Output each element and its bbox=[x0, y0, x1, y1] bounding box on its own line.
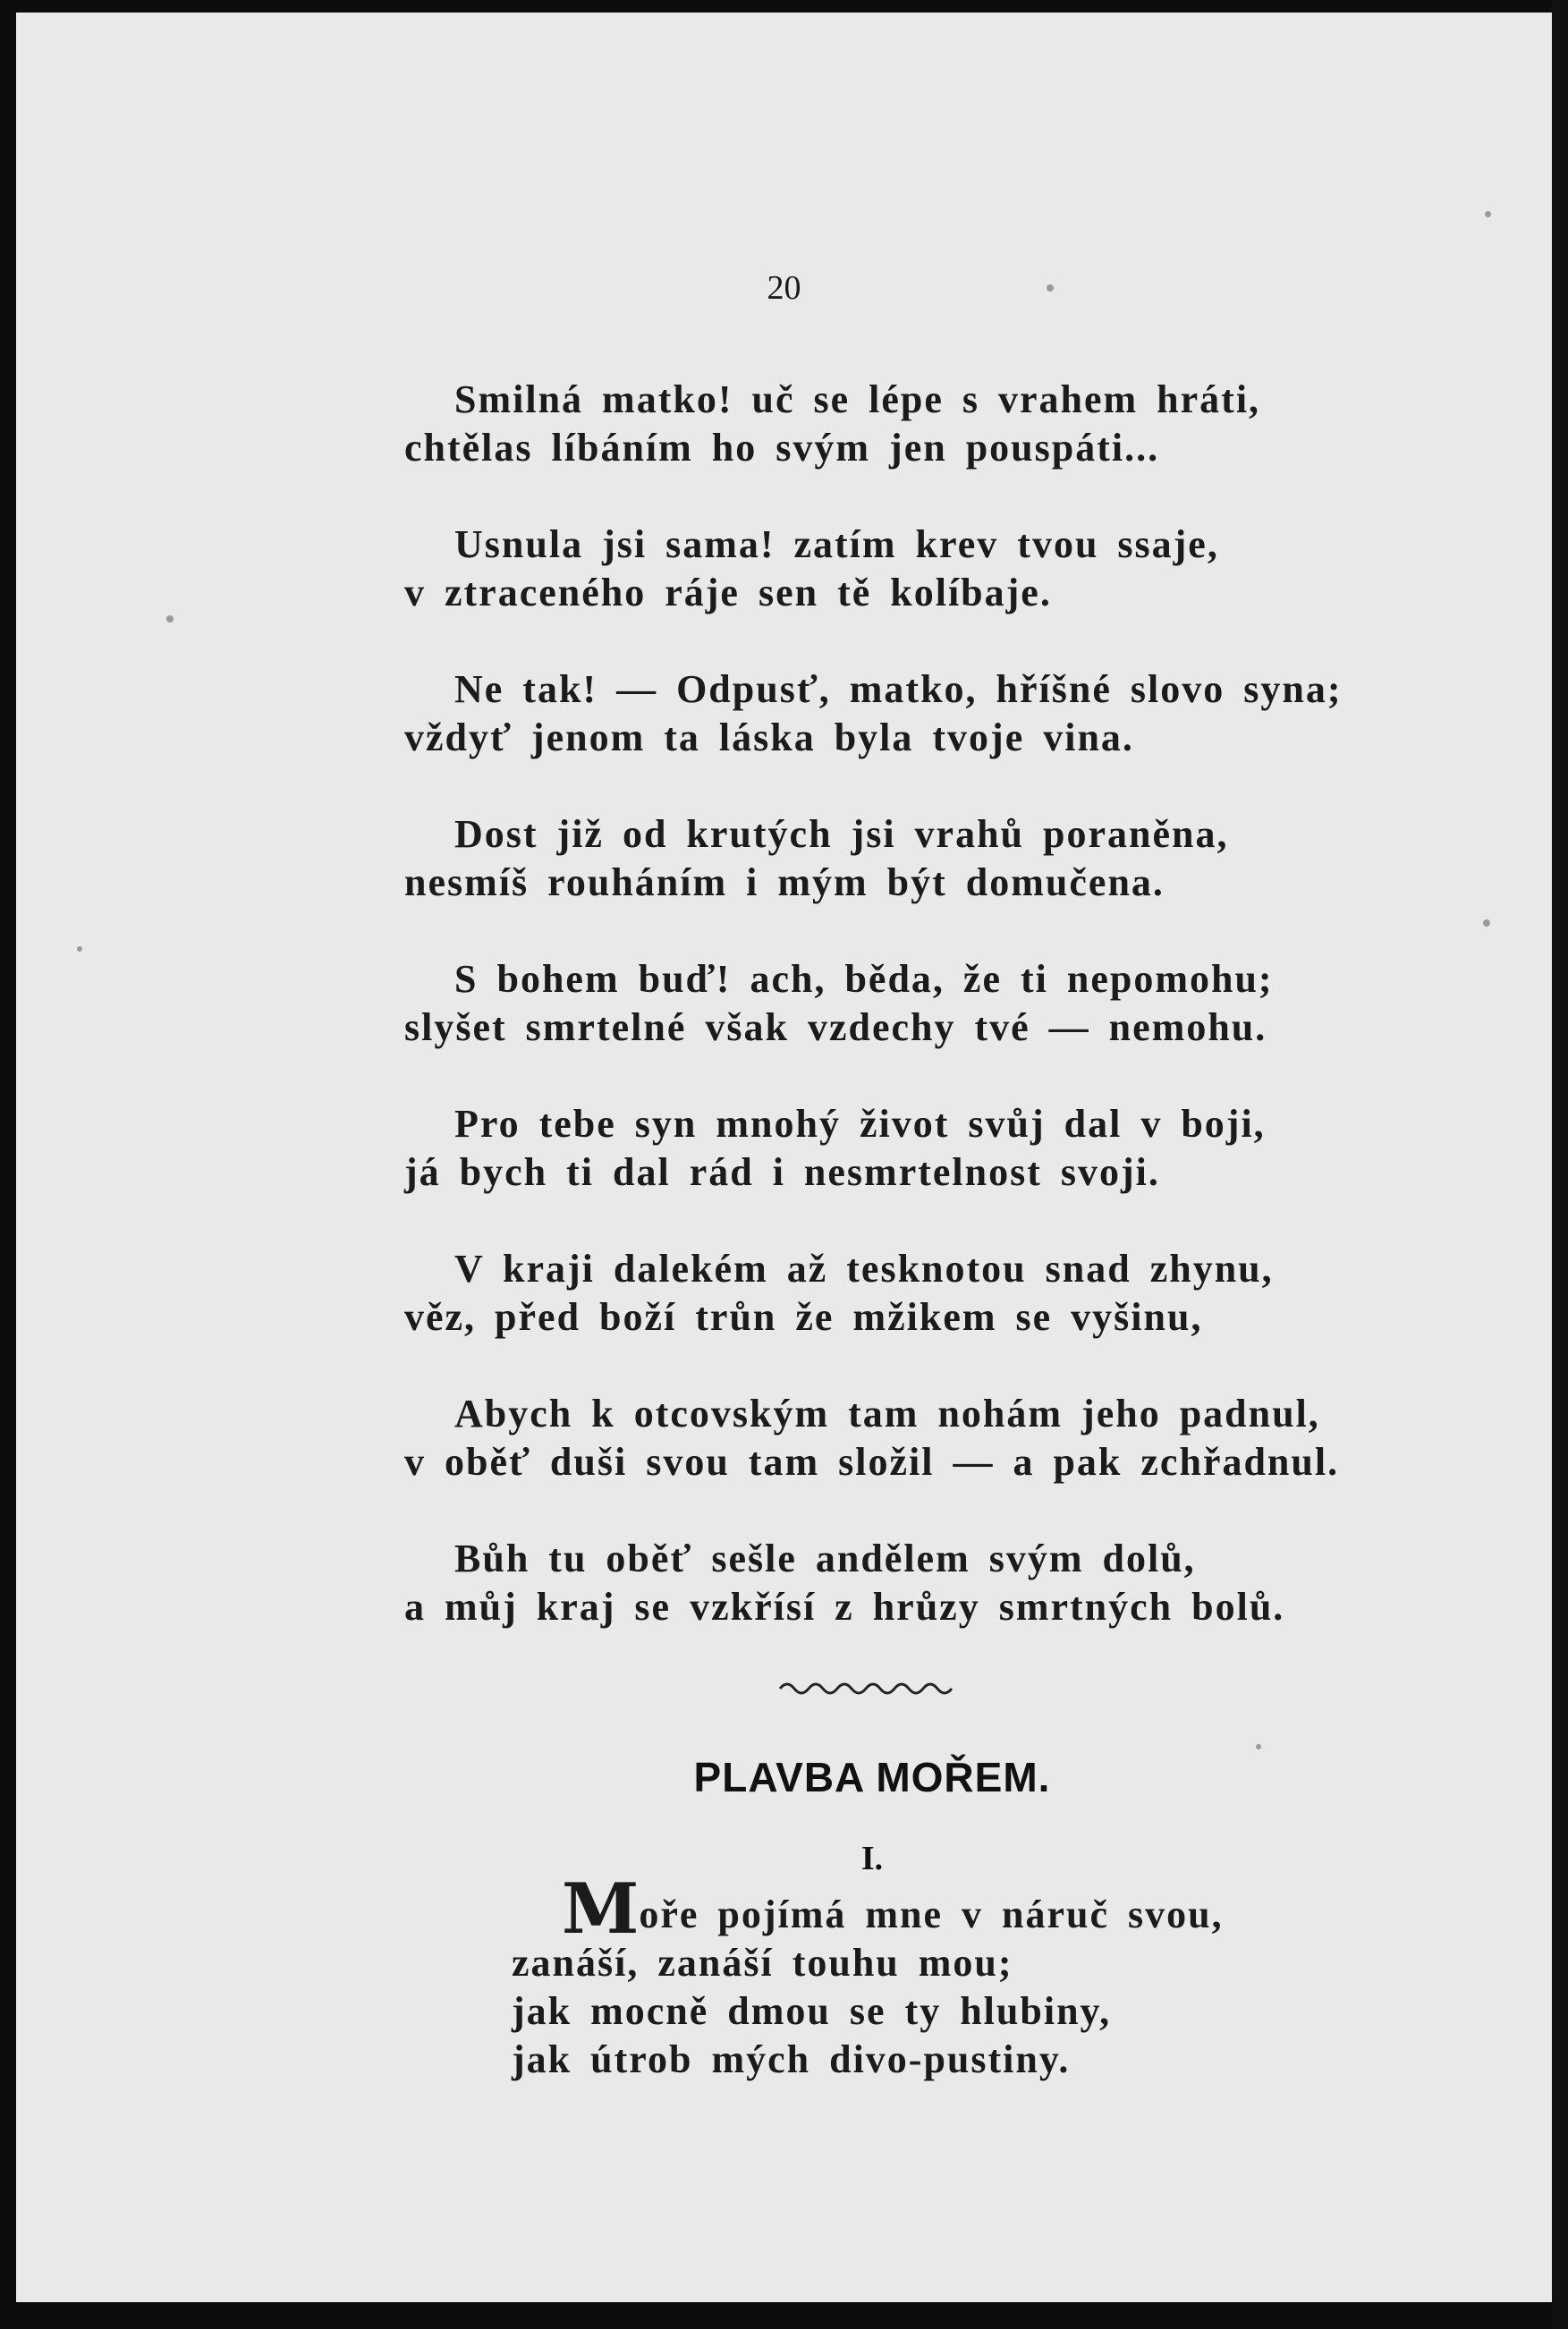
scan-border bbox=[1552, 0, 1568, 2329]
verse-line: já bych ti dal rád i nesmrtelnost svoji. bbox=[404, 1150, 1160, 1194]
verse-line: zanáší, zanáší touhu mou; bbox=[512, 1941, 1013, 1985]
verse-line: slyšet smrtelné však vzdechy tvé — nemohu. bbox=[404, 1005, 1267, 1049]
paper-speck bbox=[1483, 919, 1490, 927]
verse-line: a můj kraj se vzkřísí z hrůzy smrtných bolů. bbox=[404, 1585, 1285, 1629]
verse-line bbox=[512, 1868, 1317, 1950]
stanza bbox=[404, 521, 1406, 617]
wavy-divider-ornament bbox=[778, 1676, 957, 1698]
stanza bbox=[404, 1535, 1406, 1631]
verse-line: nesmíš rouháním i mým být domučena. bbox=[404, 860, 1165, 904]
paper-speck bbox=[1485, 211, 1491, 217]
section-title: PLAVBA MOŘEM. bbox=[693, 1754, 1051, 1800]
verse-line: v ztraceného ráje sen tě kolíbaje. bbox=[404, 571, 1052, 614]
verse-line: věz, před boží trůn že mžikem se vyšinu, bbox=[404, 1295, 1203, 1339]
verse-line: vždyť jenom ta láska byla tvoje vina. bbox=[404, 716, 1134, 759]
paper-speck bbox=[1256, 1744, 1261, 1749]
verse-line-text: oře pojímá mne v náruč svou, bbox=[639, 1893, 1224, 1936]
verse-line: v oběť duši svou tam složil — a pak zchřadnul. bbox=[404, 1440, 1340, 1484]
verse-line: Dost již od krutých jsi vrahů poraněna, bbox=[454, 812, 1229, 856]
verse-line: Abych k otcovským tam nohám jeho padnul, bbox=[454, 1392, 1320, 1436]
stanza bbox=[404, 1100, 1406, 1197]
verse-line: jak útrob mých divo-pustiny. bbox=[512, 2037, 1071, 2081]
stanza bbox=[404, 376, 1406, 472]
verse-line: S bohem buď! ach, běda, že ti nepomohu; bbox=[454, 957, 1274, 1001]
drop-cap: M bbox=[562, 1868, 640, 1950]
verse-line: chtělas líbáním ho svým jen pouspáti... bbox=[404, 426, 1160, 470]
verse-line: V kraji dalekém až tesknotou snad zhynu, bbox=[454, 1247, 1274, 1291]
page-number: 20 bbox=[767, 269, 801, 307]
paper-speck bbox=[166, 615, 174, 622]
verse-line: Smilná matko! uč se lépe s vrahem hráti, bbox=[454, 377, 1261, 421]
paper-speck bbox=[77, 946, 82, 952]
verse-line: Bůh tu oběť sešle andělem svým dolů, bbox=[454, 1537, 1196, 1580]
stanza bbox=[404, 955, 1406, 1052]
verse-line: Ne tak! — Odpusť, matko, hříšné slovo syna; bbox=[454, 667, 1343, 711]
verse-line: jak mocně dmou se ty hlubiny, bbox=[512, 1989, 1112, 2033]
poem-plavba-morem bbox=[512, 1868, 1317, 2084]
poem bbox=[404, 376, 1406, 1680]
verse-line: Pro tebe syn mnohý život svůj dal v boji, bbox=[454, 1102, 1266, 1146]
section-number: I. bbox=[860, 1840, 884, 1877]
stanza bbox=[404, 1245, 1406, 1342]
stanza bbox=[404, 665, 1406, 762]
verse-line: Usnula jsi sama! zatím krev tvou ssaje, bbox=[454, 522, 1219, 566]
stanza bbox=[404, 810, 1406, 907]
stanza bbox=[404, 1390, 1406, 1486]
